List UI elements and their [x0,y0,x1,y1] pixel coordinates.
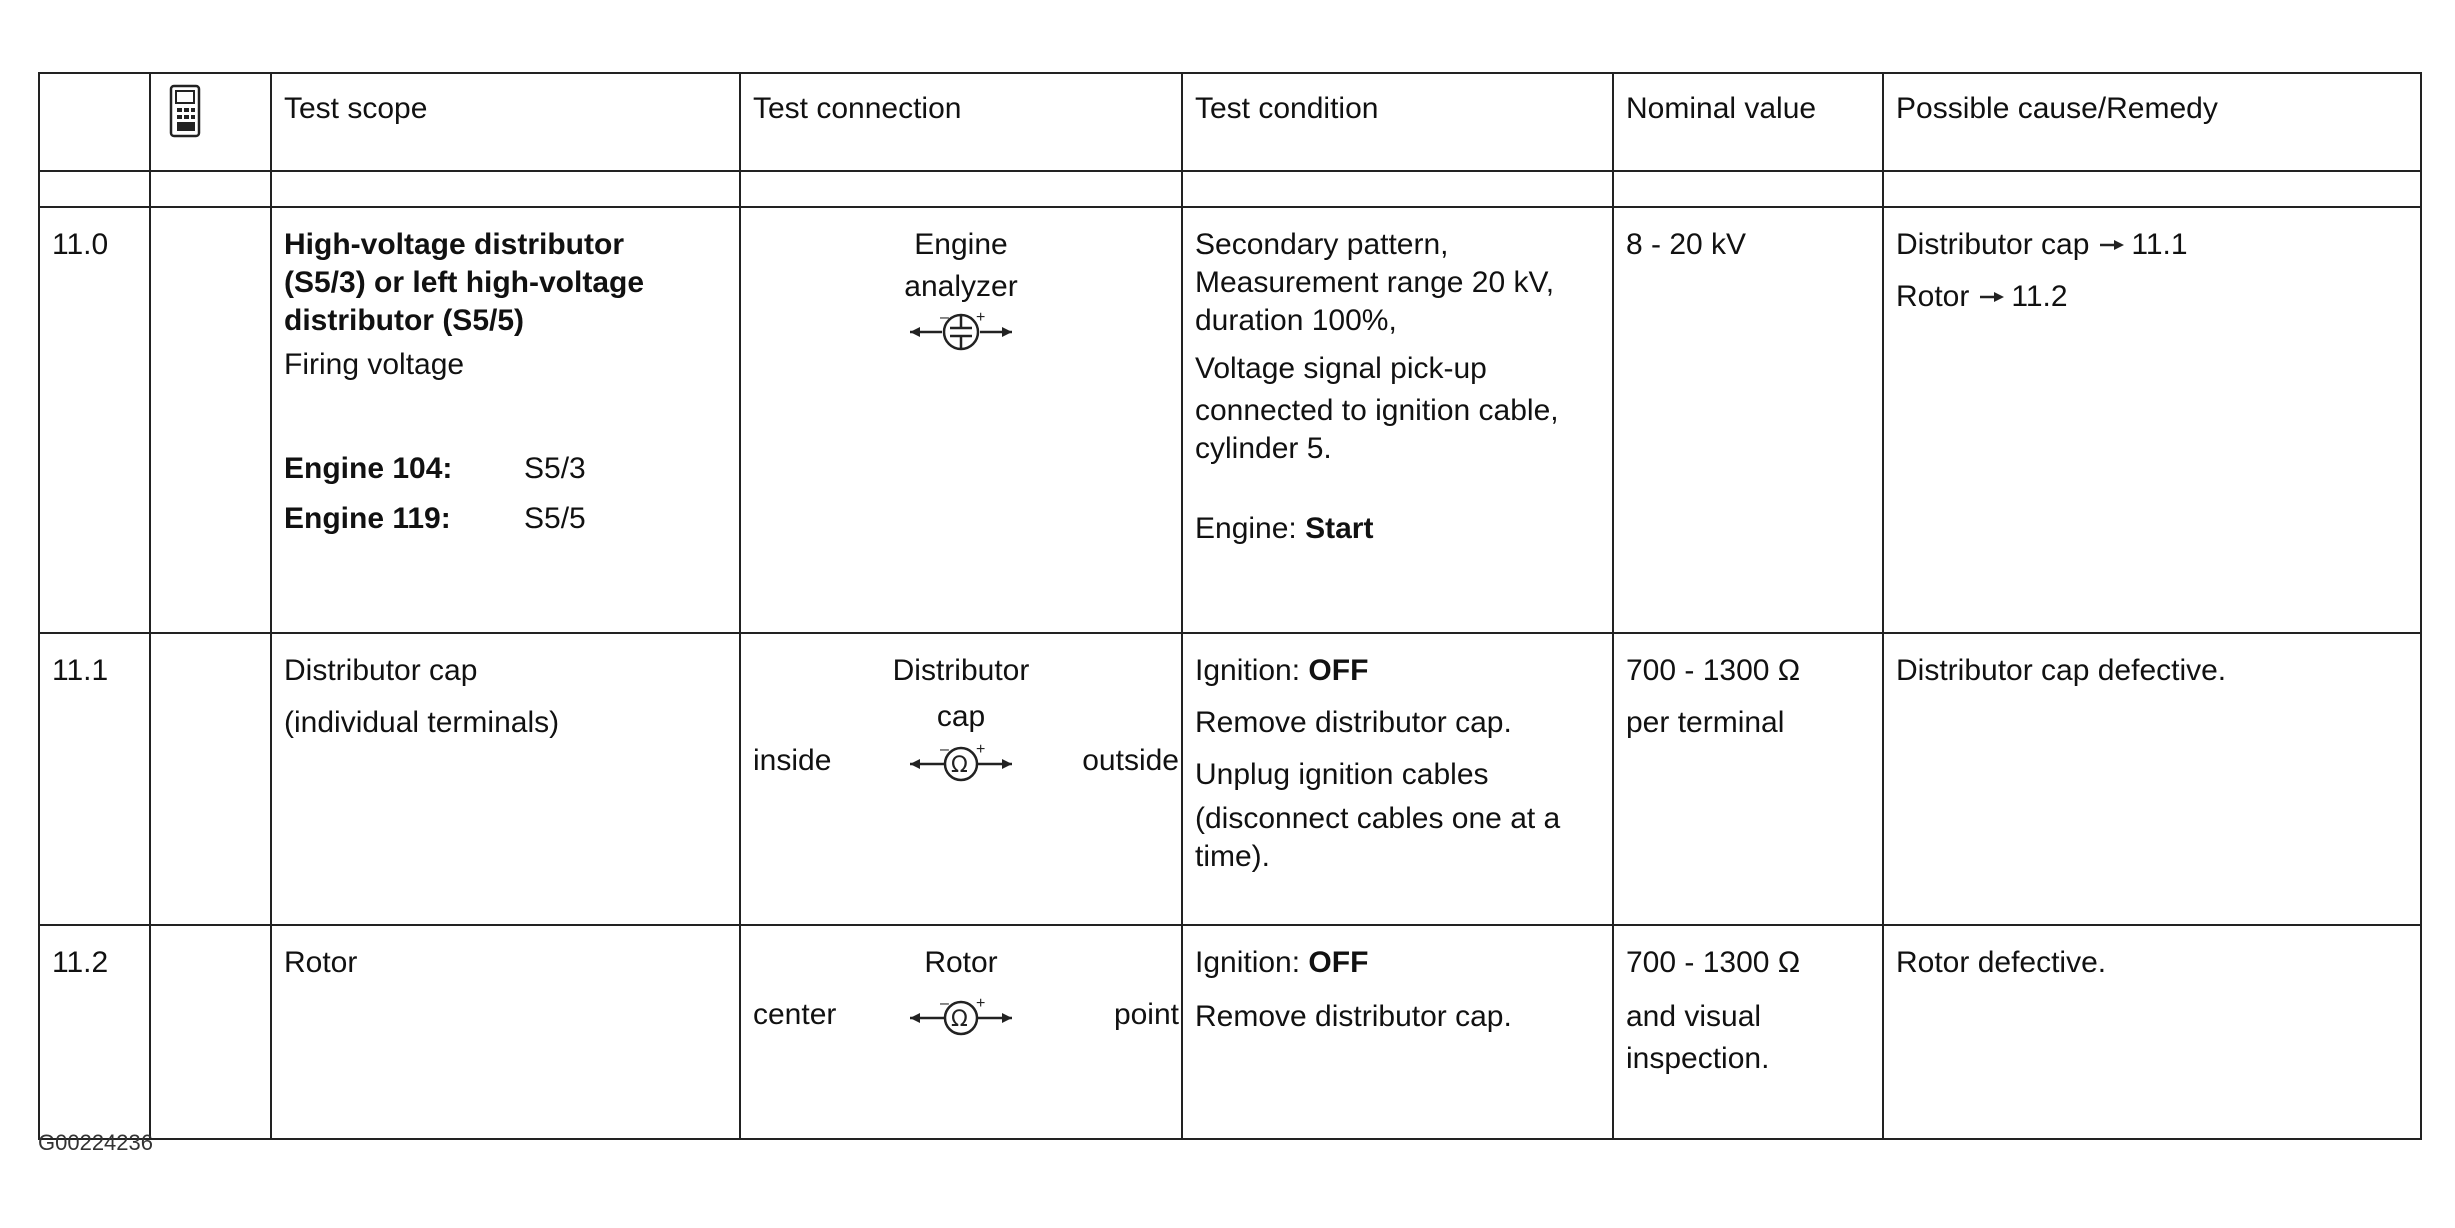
header-step-cell [39,73,150,171]
possible-cause-cell: Distributor cap defective. [1883,633,2421,925]
connection-left-label: inside [753,744,832,777]
figure-id: G00224236 [38,1130,153,1155]
test-condition-cell [1182,633,1613,925]
engine-label: Engine 104: [284,452,453,485]
condition-line: Remove distributor cap. [1195,1000,1512,1033]
table-row [39,207,2421,633]
header-nominal-value: Nominal value [1613,73,1883,171]
condition-line: (disconnect cables one at a [1195,802,1561,835]
table-header-row [39,73,2421,171]
condition-line: Secondary pattern, [1195,228,1449,261]
condition-line: connected to ignition cable, [1195,394,1559,427]
connection-label: Distributor [892,654,1030,687]
scope-note: Firing voltage [284,348,465,381]
nominal-value-cell: 700 - 1300 Ω and visual inspection. [1613,925,1883,1139]
header-possible-cause: Possible cause/Remedy [1883,73,2421,171]
ohmmeter-symbol-icon [906,742,1016,786]
connection-label: cap [936,700,986,733]
scope-title-line: (S5/3) or left high-voltage [284,266,645,299]
possible-cause-cell [1883,207,2421,633]
svg-text:+: + [976,310,986,326]
condition-line: Remove distributor cap. [1195,706,1512,739]
svg-text:–: – [940,310,949,326]
ohm-unit: Ω [1777,946,1801,979]
step-number: 11.0 [39,207,150,633]
scope-title-line: High-voltage distributor [284,228,624,261]
svg-text:+: + [976,742,986,758]
engine-variant-row [284,446,727,492]
scope-title-line: distributor (S5/5) [284,304,525,337]
connection-right-label: point [1113,998,1179,1031]
test-scope-cell: Rotor [271,925,740,1139]
engine-value: S5/5 [524,502,586,535]
ohmmeter-symbol-icon [906,996,1016,1040]
test-condition-cell [1182,925,1613,1139]
condition-line: Ignition: OFF [1195,946,1369,979]
test-scope-cell [271,633,740,925]
condition-line: Voltage signal pick-up [1195,352,1487,385]
condition-line: Measurement range 20 kV, [1195,266,1555,299]
condition-engine-line: Engine: Start [1195,512,1374,545]
svg-text:+: + [976,996,986,1012]
spacer-row [39,171,2421,207]
arrow-right-icon [1979,290,2005,304]
test-connection-cell [740,207,1182,633]
step-number: 11.2 [39,925,150,1139]
arrow-right-icon [2099,238,2125,252]
test-condition-cell [1182,207,1613,633]
test-connection-cell [740,925,1182,1139]
condition-line: Ignition: OFF [1195,654,1369,687]
connection-right-label: outside [1082,744,1179,777]
header-test-connection: Test connection [740,73,1182,171]
svg-text:Ω: Ω [951,1007,968,1032]
test-table [38,72,2422,1140]
nominal-value-cell: 700 - 1300 Ω per terminal [1613,633,1883,925]
header-test-scope: Test scope [271,73,740,171]
scope-line: Distributor cap [284,654,478,687]
tester-device-icon [169,84,203,140]
test-connection-cell [740,633,1182,925]
svg-text:Ω: Ω [951,753,968,778]
connection-left-label: center [753,998,837,1031]
step-number: 11.1 [39,633,150,925]
tool-cell [150,925,271,1139]
engine-label: Engine 119: [284,502,451,535]
condition-line: time). [1195,840,1270,873]
nominal-value-cell: 8 - 20 kV [1613,207,1883,633]
ohm-unit: Ω [1777,654,1801,687]
connection-label: analyzer [904,270,1018,303]
svg-text:–: – [940,996,949,1012]
tool-cell [150,633,271,925]
svg-text:–: – [940,742,949,758]
condition-line: Unplug ignition cables [1195,758,1489,791]
tool-cell [150,207,271,633]
possible-cause-cell: Rotor defective. [1883,925,2421,1139]
connection-label: Engine [914,228,1008,261]
capacitor-symbol-icon [906,310,1016,354]
table-row [39,925,2421,1139]
engine-variant-row [284,496,727,542]
header-test-condition: Test condition [1182,73,1613,171]
table-row [39,633,2421,925]
cause-reference: Distributor cap 11.1 [1896,228,2188,261]
condition-line: duration 100%, [1195,304,1397,337]
header-tool-cell [150,73,271,171]
condition-line: cylinder 5. [1195,432,1332,465]
scope-line: (individual terminals) [284,706,560,739]
engine-value: S5/3 [524,452,586,485]
connection-label: Rotor [924,946,998,979]
test-scope-cell [271,207,740,633]
cause-reference: Rotor 11.2 [1896,280,2068,313]
